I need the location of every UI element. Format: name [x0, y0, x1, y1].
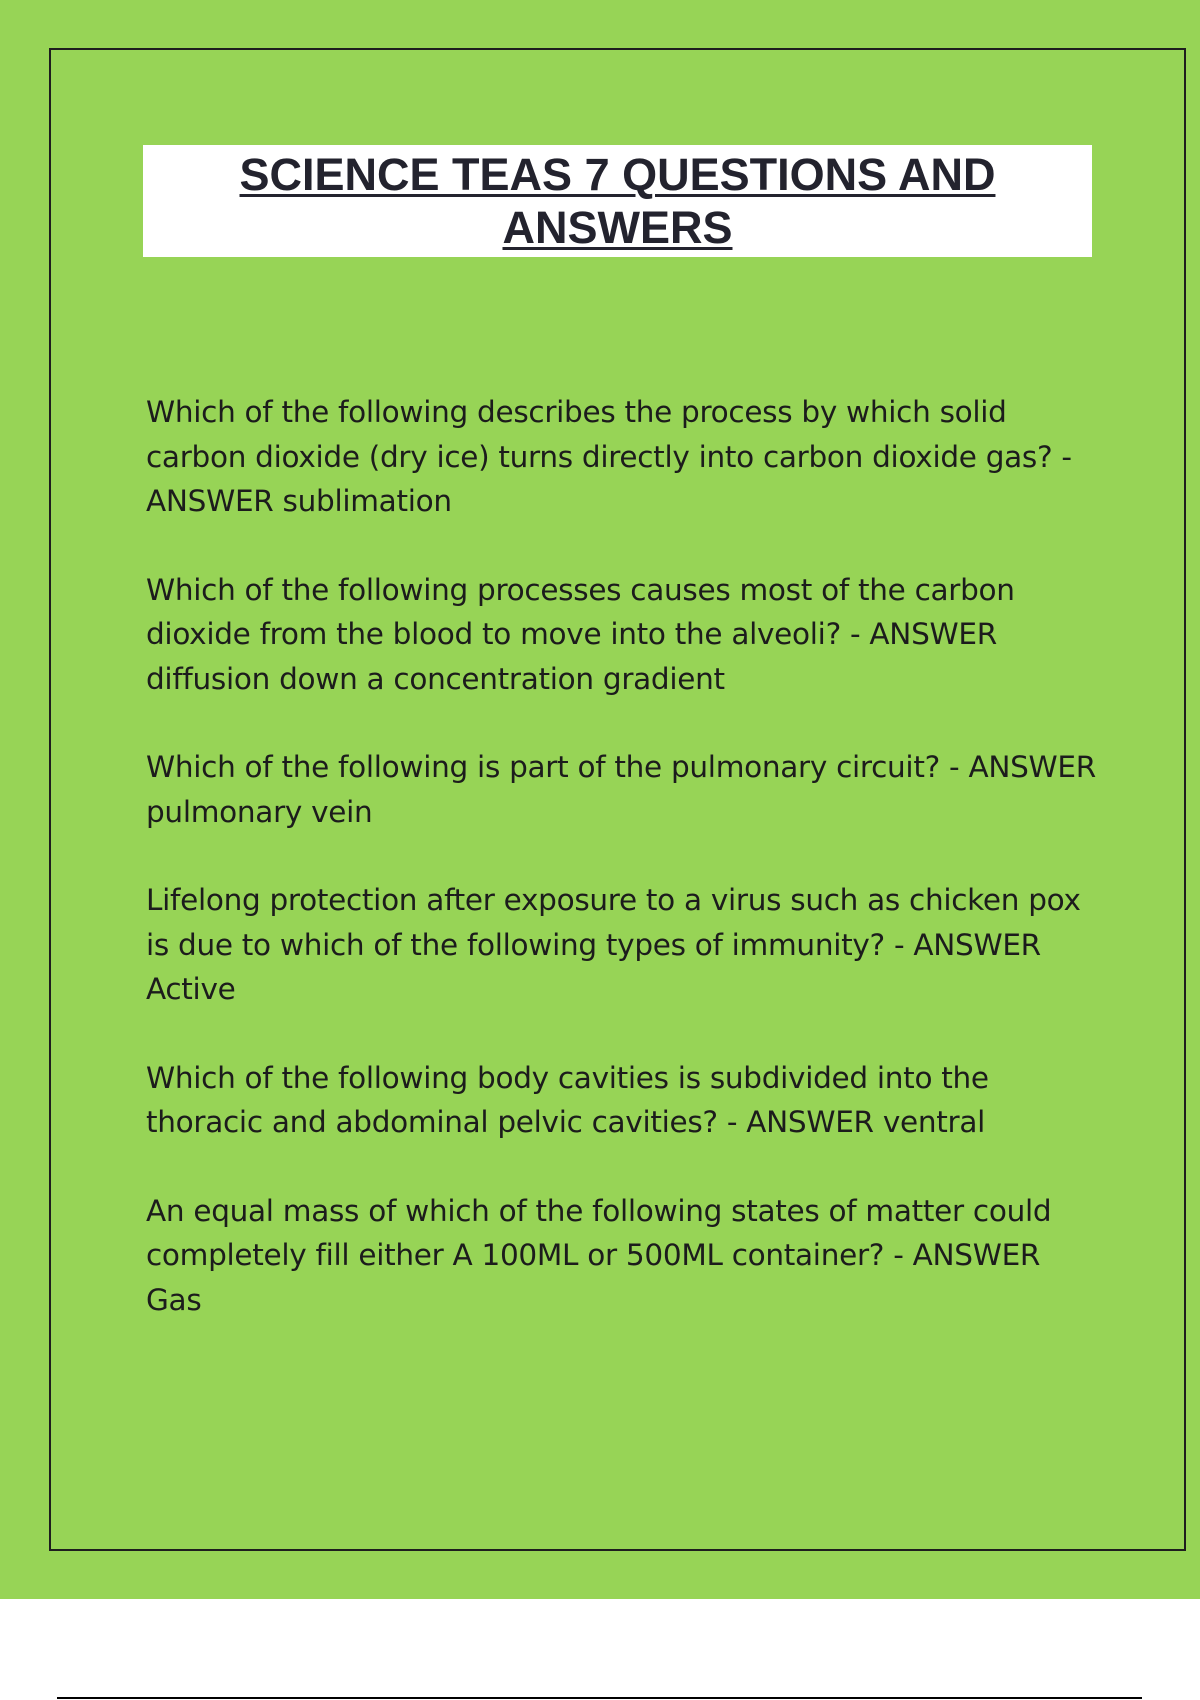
question-answer-item: Lifelong protection after exposure to a virus such as chicken pox is due to which of the following types of immunity? - ANSWER Active	[146, 883, 1081, 1006]
question-answer-item: Which of the following processes causes most of the carbon dioxide from the blood to move into the alveoli? - ANSWER diffusion down a concentration gradient	[146, 572, 1015, 696]
question-answer-item: An equal mass of which of the following states of matter could completely fill either A 100ML or 500ML container? - ANSWER Gas	[146, 1193, 1052, 1317]
page-title: SCIENCE TEAS 7 QUESTIONS AND ANSWERS	[239, 149, 996, 253]
page-divider	[57, 1697, 1142, 1699]
question-answer-item: Which of the following is part of the pulmonary circuit? - ANSWER pulmonary vein	[146, 750, 1096, 829]
title-box	[143, 145, 1092, 257]
question-answer-item: Which of the following body cavities is subdivided into the thoracic and abdominal pelvic cavities? - ANSWER ventral	[146, 1060, 989, 1139]
question-list	[146, 390, 1096, 1366]
question-answer-item: Which of the following describes the process by which solid carbon dioxide (dry ice) turns directly into carbon dioxide gas? - ANSWER sublimation	[146, 395, 1072, 518]
